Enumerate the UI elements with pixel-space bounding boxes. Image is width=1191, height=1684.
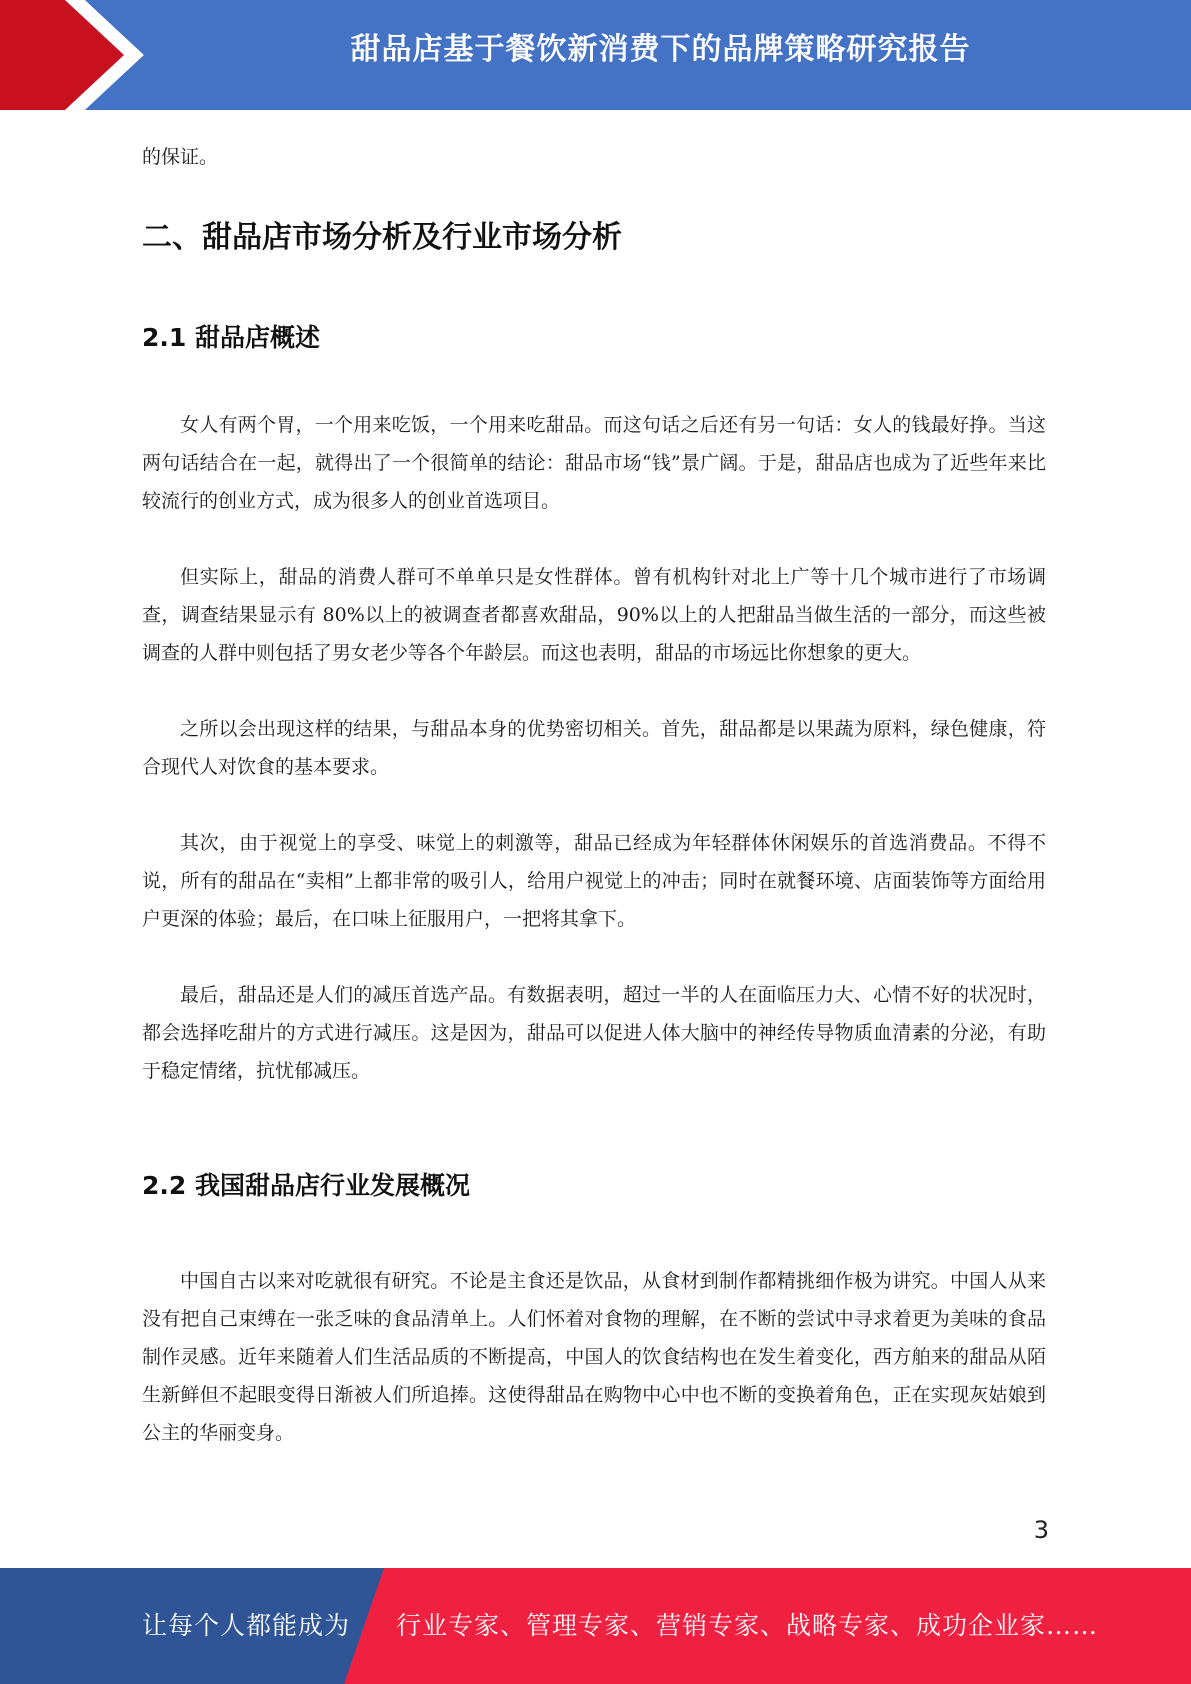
- footer-slogan-right: 行业专家、管理专家、营销专家、战略专家、成功企业家……: [396, 1611, 1099, 1640]
- paragraph: 其次，由于视觉上的享受、味觉上的刺激等，甜品已经成为年轻群体休闲娱乐的首选消费品。不得不说，所有的甜品在“卖相”上都非常的吸引人，给用户视觉上的冲击；同时在就餐环境、店面装饰等方面给用户更深的体验；最后，在口味上征服用户，一把将其拿下。: [142, 832, 1046, 930]
- subsection-2-1-paragraphs: [142, 406, 1046, 1090]
- report-title: 甜品店基于餐饮新消费下的品牌策略研究报告: [350, 32, 971, 67]
- section-heading: 二、甜品店市场分析及行业市场分析: [142, 220, 622, 255]
- paragraph: 女人有两个胃，一个用来吃饭，一个用来吃甜品。而这句话之后还有另一句话：女人的钱最好挣。当这两句话结合在一起，就得出了一个很简单的结论：甜品市场“钱”景广阔。于是，甜品店也成为了近些年来比较流行的创业方式，成为很多人的创业首选项目。: [142, 414, 1046, 512]
- paragraph: 最后，甜品还是人们的减压首选产品。有数据表明，超过一半的人在面临压力大、心情不好的状况时，都会选择吃甜片的方式进行减压。这是因为，甜品可以促进人体大脑中的神经传导物质血清素的分泌，有助于稳定情绪，抗忧郁减压。: [142, 984, 1046, 1082]
- paragraph: 中国自古以来对吃就很有研究。不论是主食还是饮品，从食材到制作都精挑细作极为讲究。中国人从来没有把自己束缚在一张乏味的食品清单上。人们怀着对食物的理解，在不断的尝试中寻求着更为美味的食品制作灵感。近年来随着人们生活品质的不断提高，中国人的饮食结构也在发生着变化，西方舶来的甜品从陌生新鲜但不起眼变得日渐被人们所追捧。这使得甜品在购物中心中也不断的变换着角色，正在实现灰姑娘到公主的华丽变身。: [142, 1270, 1046, 1444]
- footer-banner: [0, 1568, 1191, 1684]
- header-chevron-decoration: [0, 0, 150, 110]
- page-number: 3: [1033, 1516, 1049, 1544]
- paragraph: 之所以会出现这样的结果，与甜品本身的优势密切相关。首先，甜品都是以果蔬为原料，绿色健康，符合现代人对饮食的基本要求。: [142, 718, 1046, 778]
- subsection-heading-2-2: 2.2 我国甜品店行业发展概况: [142, 1171, 470, 1200]
- paragraph: 但实际上，甜品的消费人群可不单单只是女性群体。曾有机构针对北上广等十几个城市进行了市场调查，调查结果显示有 80%以上的被调查者都喜欢甜品，90%以上的人把甜品当做生活的一部分，而这些被调查的人群中则包括了男女老少等各个年龄层。而这也表明，甜品的市场远比你想象的更大。: [142, 566, 1046, 664]
- document-body: [142, 130, 1046, 1452]
- subsection-2-2-paragraphs: [142, 1262, 1046, 1452]
- carry-over-text: 的保证。: [142, 146, 219, 168]
- header-banner: [0, 0, 1191, 110]
- subsection-heading-2-1: 2.1 甜品店概述: [142, 323, 320, 352]
- footer-slogan-left: 让每个人都能成为: [142, 1611, 351, 1640]
